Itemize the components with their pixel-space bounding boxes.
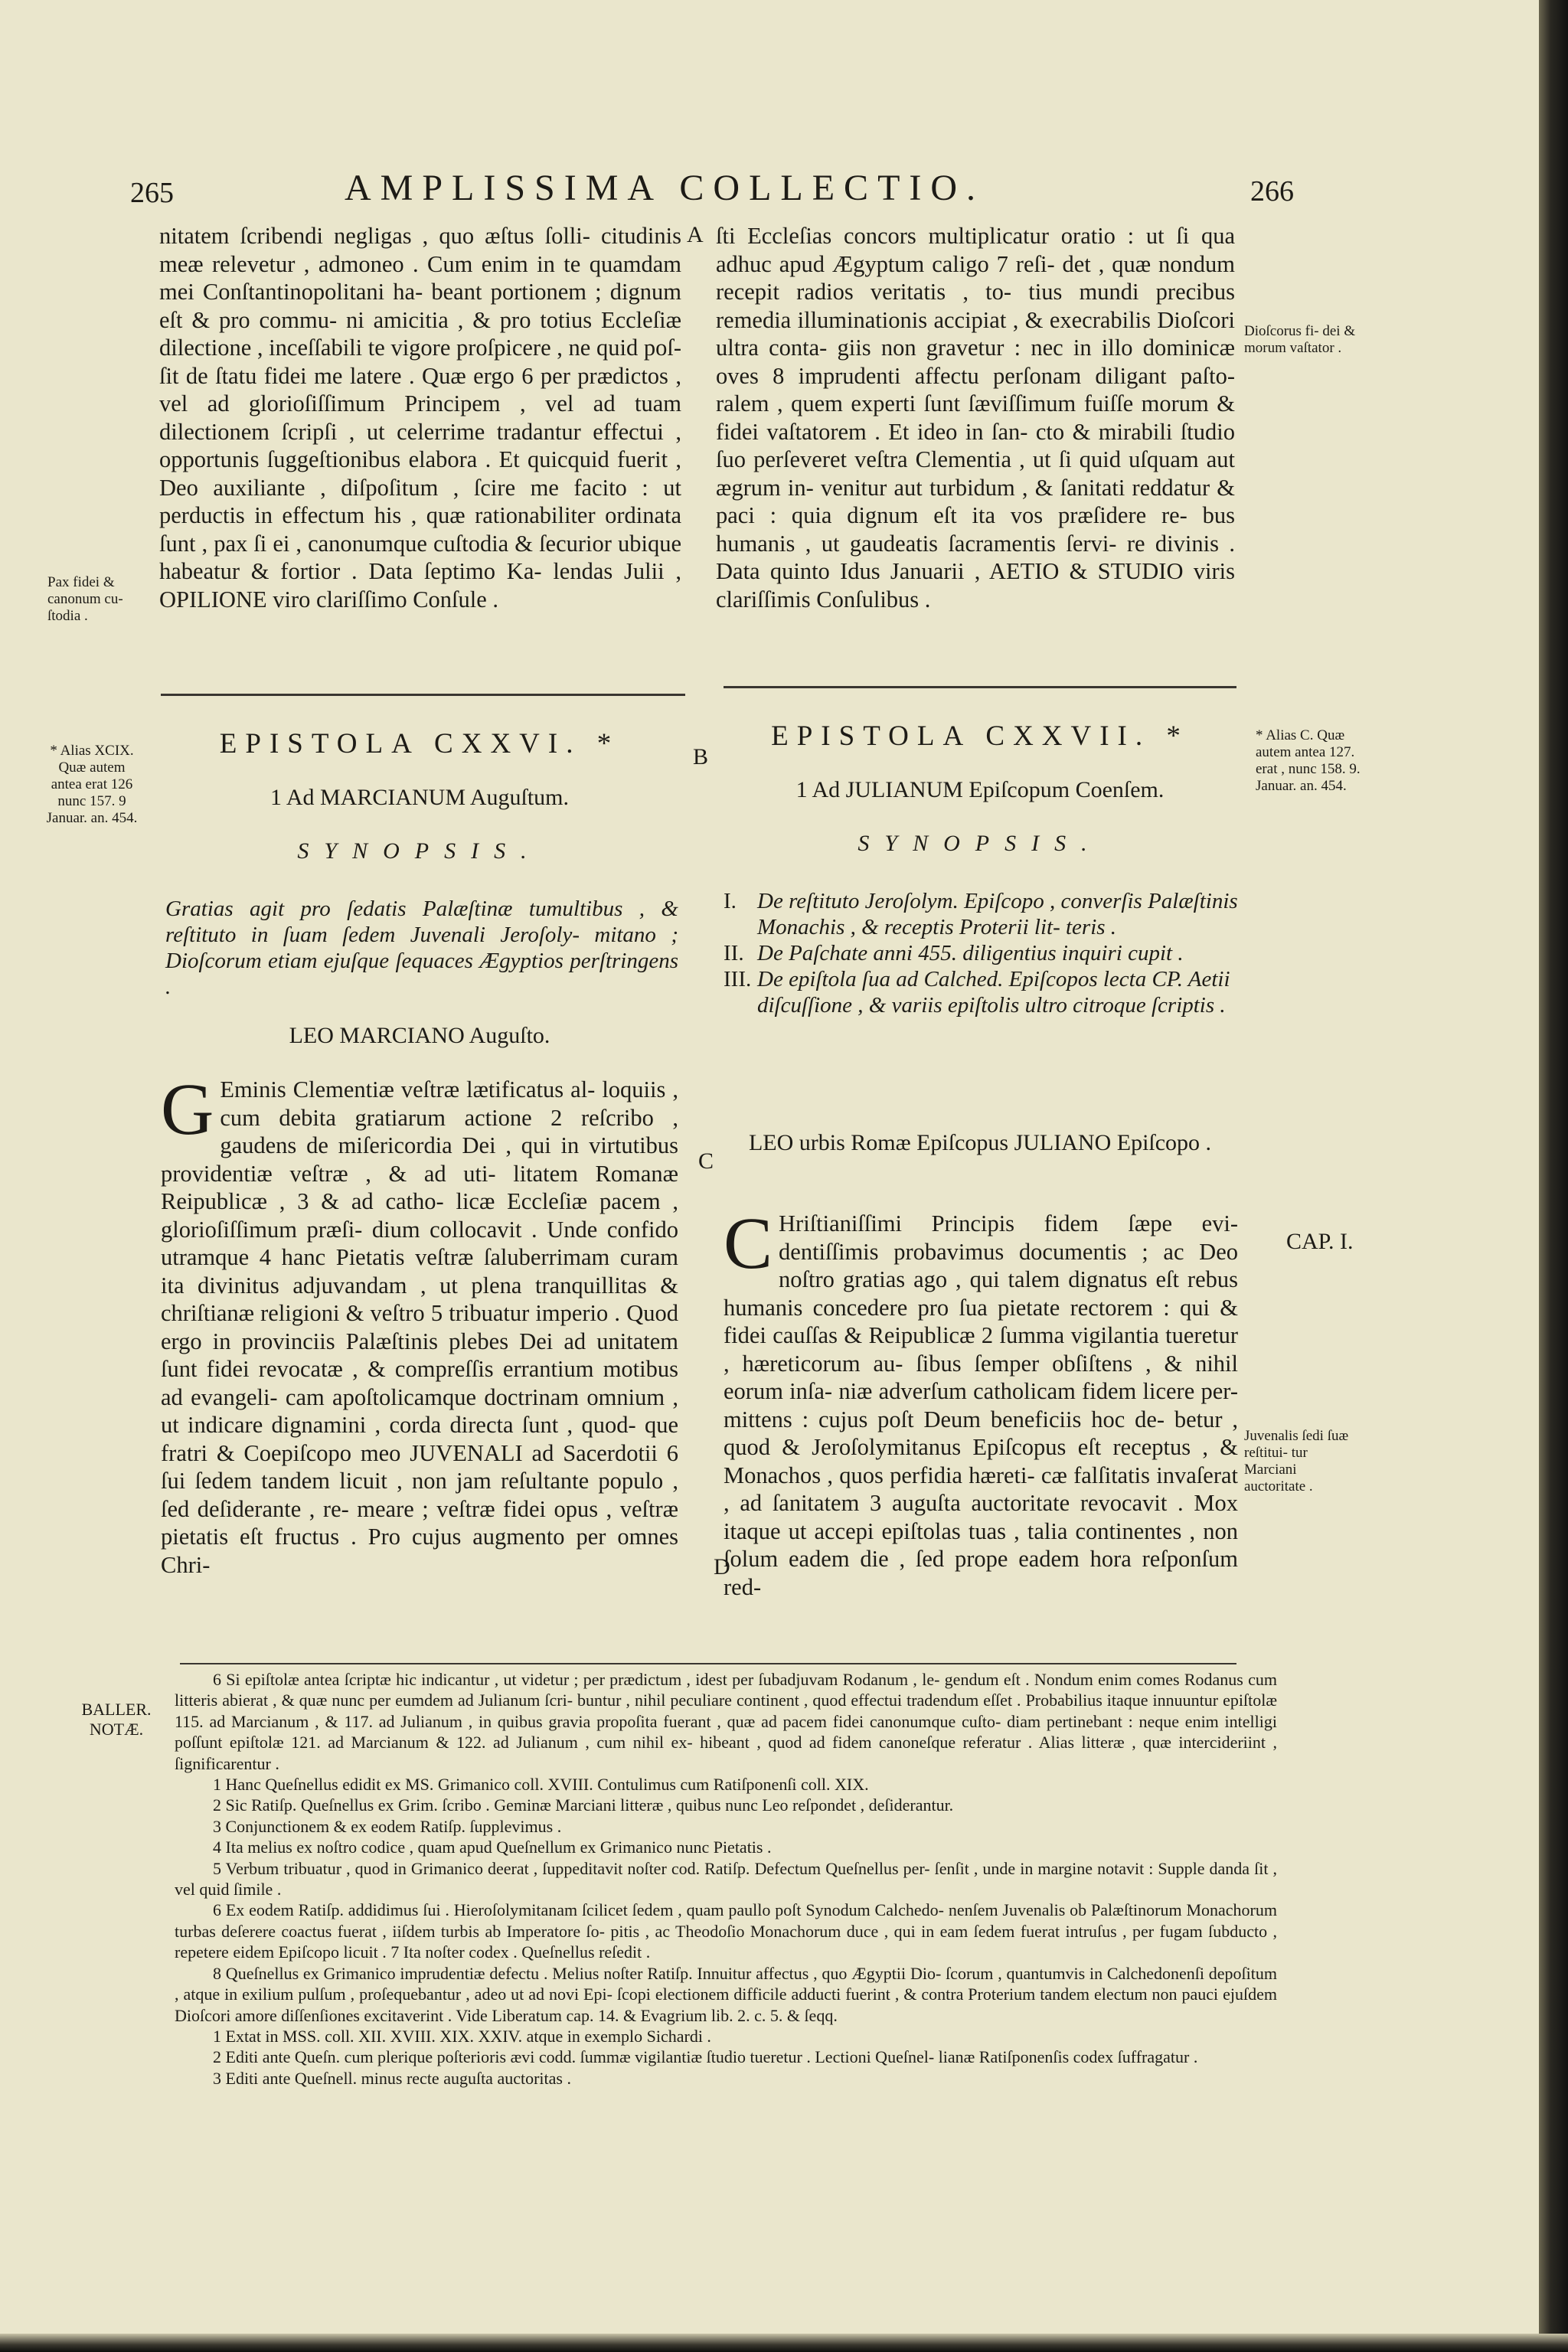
epistola-127-text: Hriſtianiſſimi Principis fidem ſæpe evi- dentiſſimis probavimus documentis ; ac Deo noſtro gratias ago , qui talem dignatus eſt rebus humanis concedere pro ſua pietate rectorem : qui & fidei cauſſas & Reipublicæ 2 ſumma vigilantia tueretur , hæreticorum au- ſibus ſemper obſiſtens , & nihil eorum inſa- niæ adverſum catholicam fidem licere per- mittens : cujus poſt Deum beneficiis hoc de- betur , quod & Jeroſolymitanus Epiſcopus eſt receptus , & Monachos , quos perfidia hæreti- cæ falſitatis invaſerat , ad ſanitatem 3 auguſta auctoritate revocavit . Mox itaque ut accepi epiſtolas tuas , talia continentes , non ſolum eadem die , ſed prope eadem hora reſponſum red-	[724, 1210, 1238, 1600]
epistola-126-synopsis-label: SYNOPSIS.	[297, 838, 542, 864]
margin-note-dioscorus: Dioſcorus fi- dei & morum vaſtator .	[1244, 323, 1356, 356]
footnote: 4 Ita melius ex noſtro codice , quam apud Queſnellum ex Grimanico nunc Pietatis .	[213, 1838, 772, 1857]
section-marker-b: B	[693, 744, 709, 769]
footnote: 3 Editi ante Queſnell. minus recte auguſta auctoritas .	[213, 2068, 571, 2088]
top-left-text: nitatem ſcribendi negligas , quo æſtus ſolli- citudinis meæ relevetur , admoneo . Cum enim in te quamdam mei Conſtantinopolitani ha- beant portionem ; dignum eſt & pro commu- ni amicitia , & pro totius Eccleſiæ dilectione , inceſſabili te vigore proſpicere , ne quid poſ- ſit de ſtatu fidei me latere . Quæ ergo 6 per prædictos , vel ad glorioſiſſimum Principem , vel ad tuam dilectionem ſcripſi , ut celerrime tradantur effectui , opportunis ſuggeſtionibus elabora . Et quicquid fuerit , Deo auxiliante , diſpoſitum , ſcire me facito : ut perductis in effectum his , quæ rationabiliter ordinata ſunt , pax ſi ei , canonumque cuſtodia & ſecurior ubique habeatur & fortior . Data ſeptimo Ka- lendas Julii , OPILIONE viro clariſſimo Conſule .	[159, 223, 681, 612]
epistola-127-synopsis-label: SYNOPSIS.	[858, 831, 1102, 856]
epistola-127-address: 1 Ad JULIANUM Epiſcopum Coenſem.	[795, 777, 1165, 802]
page-number-left: 265	[130, 177, 174, 209]
top-right-text: ſti Eccleſias concors multiplicatur oratio : ut ſi qua adhuc apud Ægyptum caligo 7 reſi- det , quæ nondum recepit radios veritatis , to- tius mundi precibus remedia illuminationis accipiat , & execrabilis Dioſcori ultra conta- giis non gravetur : nec in illo dominicæ oves 8 imprudenti affectu perſonam diligant paſto- ralem , quem experti ſunt ſæviſſimum fuiſſe morum & fidei vaſtatorem . Et ideo in ſan- cto & mirabili ſtudio ſuo perſeveret veſtra Clementia , ut ſi quid uſquam aut ægrum in- venitur aut turbidum , & ſanitati reddatur & paci : quia dignum eſt ita vos præſidere re- bus humanis , ut gaudeatis ſacramentis ſervi- re divinis . Data quinto Idus Januarii , AETIO & STUDIO viris clariſſimis Conſulibus .	[716, 223, 1235, 612]
epistola-126-body	[161, 1068, 678, 1579]
chapter-label: CAP. I.	[1286, 1229, 1354, 1254]
section-marker-a: A	[687, 222, 704, 247]
synopsis-item	[724, 888, 1240, 940]
epistola-126-title: EPISTOLA CXXVI. *	[219, 728, 620, 760]
synopsis-item-number: I.	[724, 889, 737, 913]
synopsis-item-text: De epiſtola ſua ad Calched. Epiſcopos lecta CP. Aetii diſcuſſione , & variis epiſtolis ultro citroque ſcriptis .	[757, 967, 1230, 1018]
footnote: 1 Extat in MSS. coll. XII. XVIII. XIX. XXIV. atque in exemplo Sichardi .	[213, 2026, 711, 2046]
footnote: 5 Verbum tribuatur , quod in Grimanico deerat , ſuppeditavit noſter cod. Ratiſp. Defectum Queſnellus per- ſenſit , unde in margine notavit : Supple danda ſit , vel quid ſimile .	[175, 1858, 1277, 1900]
synopsis-item	[724, 966, 1240, 1018]
page-number-right: 266	[1250, 175, 1294, 207]
footnotes	[175, 1669, 1277, 2089]
epistola-126-synopsis: Gratias agit pro ſedatis Palæſtinæ tumultibus , & reſtituto in ſuam ſedem Juvenali Jeroſoly- mitano ; Dioſcorum etiam ejuſque ſequaces Ægyptios perſtringens .	[165, 897, 678, 999]
notes-label: BALLER. NOTÆ.	[81, 1700, 152, 1739]
footnote: 2 Sic Ratiſp. Queſnellus ex Grim. ſcribo . Geminæ Marciani litteræ , quibus nunc Leo reſpondet , deſiderantur.	[213, 1795, 954, 1815]
epistola-126-text: Eminis Clementiæ veſtræ lætificatus al- loquiis , cum debita gratiarum actione 2 reſcribo , gaudens de miſericordia Dei , qui in virtutibus providentiæ veſtræ , & ad uti- litatem Romanæ Reipublicæ , 3 & ad catho- licæ Eccleſiæ pacem , glorioſiſſimum præſi- dium collocavit . Unde confido utramque 4 hanc Pietatis veſtræ ſaluberrimam curam ita divinitus adjuvandam , ut plena tranquillitas & chriſtianæ religioni & veſtro 5 tribuatur imperio . Quod ergo in provinciis Palæſtinis plebes Dei ad unitatem ſunt fidei revocatæ , & compreſſis errantium motibus ad evangeli- cam apoſtolicamque doctrinam omnium , ut indicare dignamini , corda directa ſunt , quod- que fratri & Coepiſcopo meo JUVENALI ad Sacerdotii 6 ſui ſedem tandem licuit , non jam reſultante populo , ſed deſiderante , re- meare ; veſtræ fidei opus , veſtræ pietatis eſt fructus . Pro cujus augmento per omnes Chri-	[161, 1076, 678, 1578]
column-rule-left	[161, 694, 685, 696]
synopsis-item-number: III.	[724, 967, 752, 991]
margin-note-pax: Pax fidei & canonum cu- ſtodia .	[47, 574, 123, 624]
epistola-126-greeting: LEO MARCIANO Auguſto.	[289, 1023, 550, 1048]
section-marker-c: C	[698, 1148, 714, 1174]
footnote: 3 Conjunctionem & ex eodem Ratiſp. ſupplevimus .	[213, 1816, 562, 1836]
synopsis-item-text: De Paſchate anni 455. diligentius inquiri cupit .	[757, 941, 1184, 965]
dropcap-c: C	[724, 1202, 773, 1284]
margin-note-juvenalis: Juvenalis ſedi ſuæ reſtitui- tur Marciani auctoritate .	[1244, 1428, 1349, 1494]
top-left-column	[159, 222, 681, 613]
running-header	[130, 167, 1294, 220]
margin-note-ep126: * Alias XCIX. Quæ autem antea erat 126 nunc 157. 9 Januar. an. 454.	[46, 743, 138, 826]
footnote: 2 Editi ante Queſn. cum plerique poſterioris ævi codd. ſummæ vigilantiæ ſtudio tueretur . Lectioni Queſnel- lianæ Ratiſponenſis codex ſuffragatur .	[213, 2047, 1198, 2067]
top-right-column	[716, 222, 1235, 613]
running-title: AMPLISSIMA COLLECTIO.	[345, 168, 985, 208]
epistola-127-synopsis-list	[724, 888, 1240, 1018]
epistola-127-greeting: LEO urbis Romæ Epiſcopus JULIANO Epiſcopo .	[748, 1130, 1212, 1155]
section-marker-d: D	[714, 1554, 730, 1579]
notes-rule	[180, 1663, 1236, 1664]
footnote: 6 Ex eodem Ratiſp. addidimus ſui . Hieroſolymitanam ſcilicet ſedem , quam paullo poſt Synodum Calchedo- nenſem Juvenalis ob Palæſtinorum Monachorum turbas deſerere coactus fuerat , iiſdem turbis ab Imperatore ſo- pitis , ac Theodoſio Monachorum duce , qui in eam ſedem fuerat intruſus , per fugam ſubducto , repetere eidem Epiſcopo licuit . 7 Ita noſter codex . Queſnellus reſedit .	[175, 1900, 1277, 1962]
column-rule-right	[724, 686, 1236, 688]
dropcap-g: G	[161, 1068, 214, 1150]
synopsis-item-text: De reſtituto Jeroſolym. Epiſcopo , converſis Palæſtinis Monachis , & receptis Proterii lit- teris .	[757, 889, 1238, 939]
book-spine-shadow	[1539, 0, 1568, 2352]
margin-note-ep127: * Alias C. Quæ autem antea 127. erat , nunc 158. 9. Januar. an. 454.	[1256, 727, 1361, 794]
synopsis-item	[724, 940, 1240, 966]
footnote: 8 Queſnellus ex Grimanico imprudentiæ defectu . Melius noſter Ratiſp. Innuitur affectus , quo Ægyptii Dio- ſcorum , quantumvis in Calchedonenſi depoſitum , atque in exilium pulſum , proſequebantur , adeo ut ad novi Epi- ſcopi electionem difficile adducti fuerint , & contra Proterium tandem electum non pauci ejuſdem Dioſcori amore diſſenſiones excitaverint . Vide Liberatum cap. 14. & Evagrium lib. 2. c. 5. & ſeqq.	[175, 1963, 1277, 2025]
footnote: 1 Hanc Queſnellus edidit ex MS. Grimanico coll. XVIII. Contulimus cum Ratiſponenſi coll. XIX.	[213, 1775, 869, 1795]
epistola-127-body	[724, 1202, 1238, 1601]
footnote: 6 Si epiſtolæ antea ſcriptæ hic indicantur , ut videtur ; per prædictum , idest per ſubadjuvam Rodanum , le- gendum eſt . Nondum enim comes Rodanus cum litteris abierat , & quæ nunc per eumdem ad Julianum ſcri- buntur , nihil peculiare continent , quod effectui tradendum eſſet . Probabilius itaque innuuntur epiſtolæ 115. ad Marcianum , & 117. ad Julianum , in quibus gravia propoſita fuerant , quæ ad pacem fidei canonumque cuſto- diam pertinebant : neque enim intelligi poſſunt epiſtolæ 121. ad Marcianum & 122. ad Julianum , cum nihil ex- hibeant , quod ad fidem canoneſque referatur . Alias litteræ , quæ intercideriint , ſignificarentur .	[175, 1670, 1277, 1773]
page-bottom-edge	[0, 2334, 1568, 2352]
synopsis-item-number: II.	[724, 941, 744, 965]
epistola-127-title: EPISTOLA CXXVII. *	[771, 720, 1189, 752]
epistola-126-address: 1 Ad MARCIANUM Auguſtum.	[270, 785, 570, 810]
